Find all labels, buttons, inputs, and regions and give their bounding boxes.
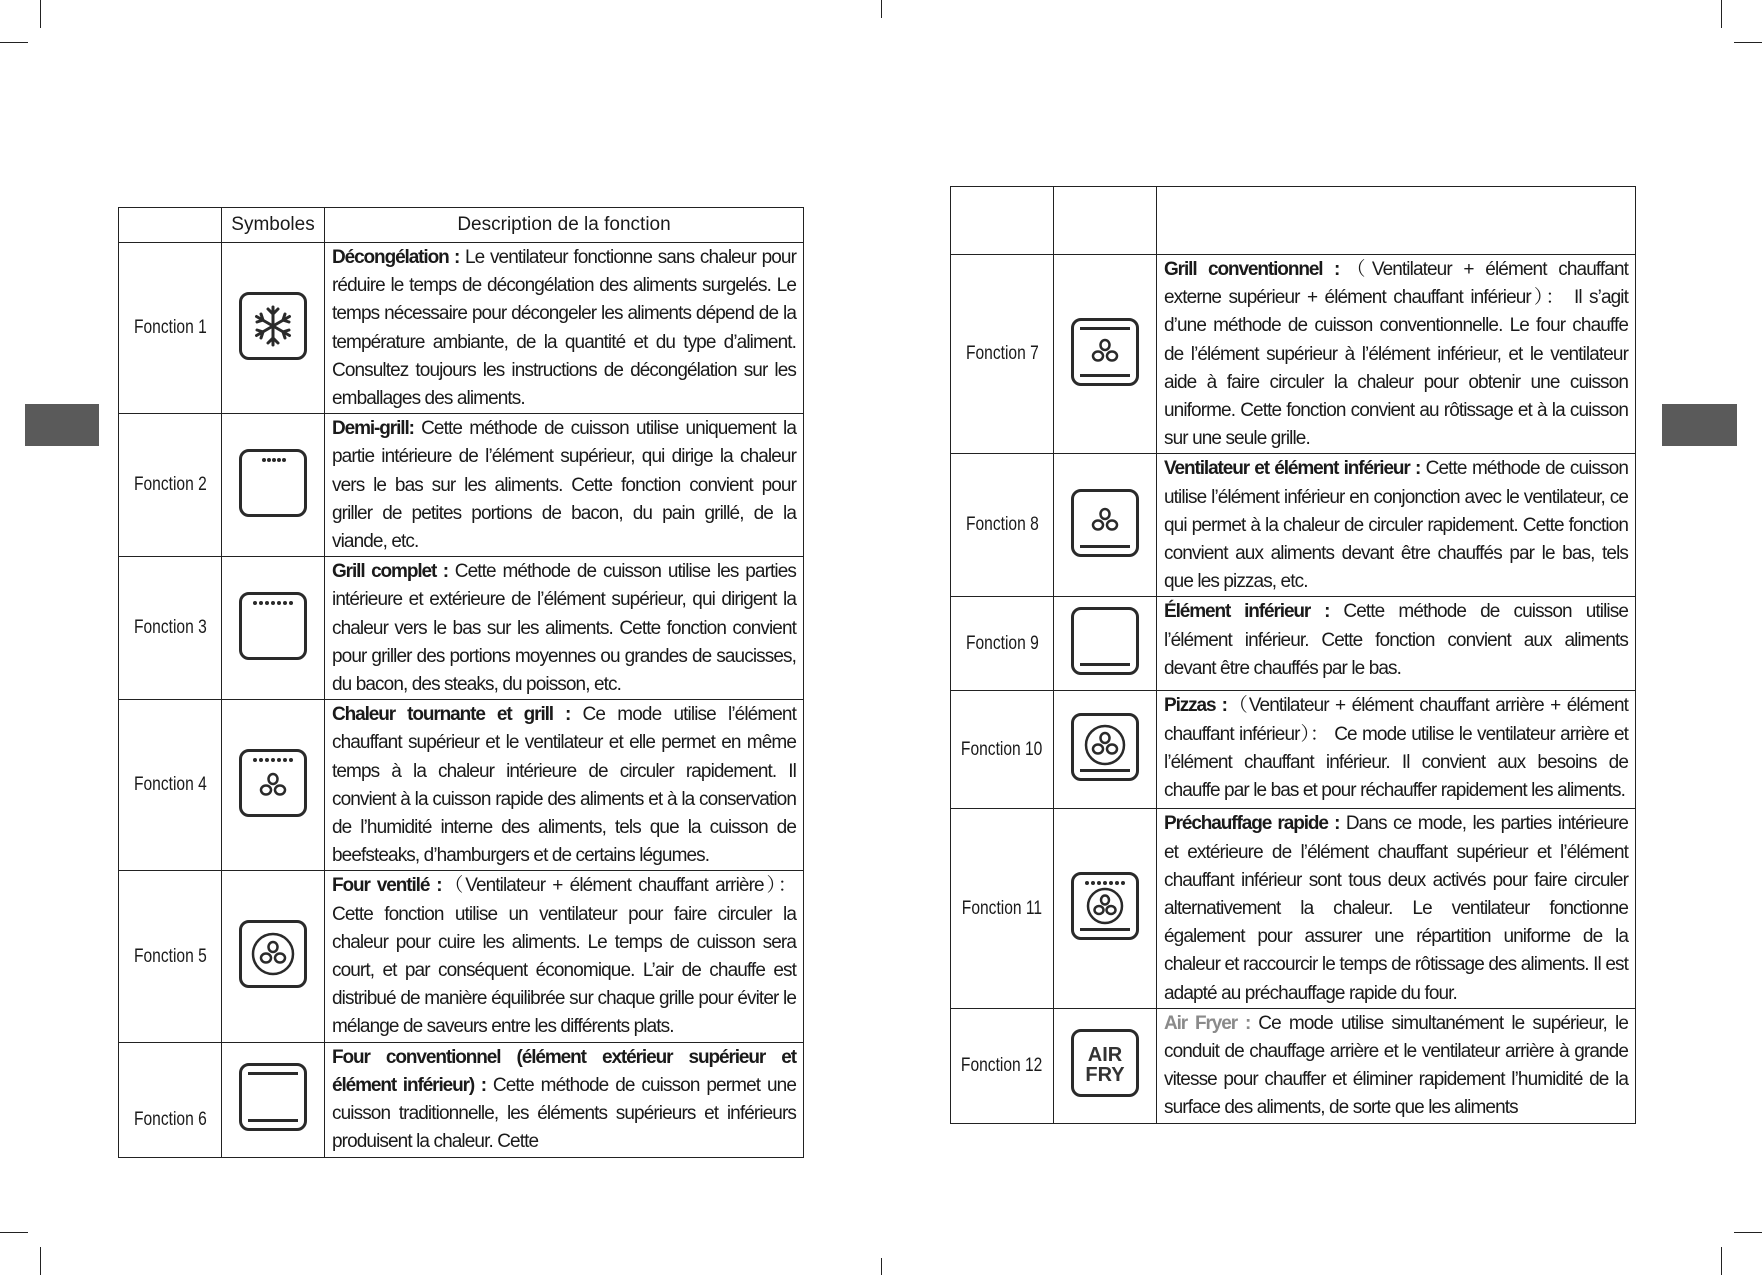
symbol-cell [1054,809,1157,1008]
function-title: Four ventilé : [332,875,442,897]
function-text: （Ventilateur + élément chauffant externe supérieur + élément chauffant inférieur）： Il s’agit d’une méthode de cuisson conventionnelle. Le four chauffe de l’élément supérieur à l’élément inférieur, et le ventilateur aide à faire circuler la chaleur pour obtenir une cuisson uniforme. Cette fonction convient au rôtissage et à la cuisson sur une seule grille. [1164,259,1628,450]
function-text: Ce mode utilise simultanément le supérieur, le conduit de chauffage arrière et le ventilateur arrière à grande vitesse pour chauffer et éliminer rapidement l’humidité de la surface des aliments, de sorte que les aliments [1164,1012,1628,1119]
description-cell [1157,691,1636,809]
function-name: Fonction 11 [951,809,1054,1008]
table-row [951,809,1636,1008]
crop-mark [881,1258,882,1275]
header-description: Description de la fonction [325,208,804,243]
left-function-table [118,207,804,1158]
symbol-cell [222,1042,325,1157]
air-fry-icon-text: AIR [1087,1044,1123,1067]
table-row [951,1008,1636,1123]
function-text: （Ventilateur + élément chauffant arrière）： Cette fonction utilise un ventilateur pour faire circuler la chaleur pour cuire les aliments. Le temps de cuisson sera court, et par conséquent économique. L’air de chauffe est distribué de manière équilibrée sur chaque grille pour éviter le mélange de saveurs entre les différents plats. [332,875,797,1038]
crop-mark [1721,1247,1722,1275]
function-text: Cette méthode de cuisson utilise les parties intérieure et extérieure de l’élément supérieur, qui dirigent la chaleur vers le bas sur les aliments. Cette fonction convient pour griller des portions moyennes ou grandes de saucisses, du bacon, des steaks, du poisson, etc. [332,561,796,696]
description-cell [1157,454,1636,597]
symbol-cell [222,414,325,557]
header-symbols: Symboles [222,208,325,243]
symbol-cell [222,557,325,700]
crop-mark [0,1232,28,1233]
fan-bottom-icon [1071,489,1139,557]
symbol-cell [1054,597,1157,691]
air-fry-icon-text: FRY [1085,1064,1125,1087]
table-row [119,414,804,557]
crop-mark [40,1247,41,1275]
table-row [119,700,804,871]
function-title: Demi-grill: [332,418,414,440]
function-name: Fonction 10 [951,691,1054,809]
function-text: （Ventilateur + élément chauffant arrière + élément chauffant inférieur）： Ce mode utilise le ventilateur arrière et l’élément chauffant inférieur. Il convient aux besoins de chauffe par le bas et pour réchauffer rapidement les aliments. [1164,695,1628,802]
crop-mark [1721,0,1722,28]
function-title: Air Fryer : [1164,1012,1251,1034]
table-row [951,597,1636,691]
rapid-preheat-icon [1071,872,1139,940]
partial-grill-icon [239,449,307,517]
function-title: Four conventionnel (élément extérieur supérieur et élément inférieur) : [332,1046,796,1096]
function-name: Fonction 3 [119,557,222,700]
function-text: Ce mode utilise l’élément chauffant supérieur et le ventilateur et elle permet en même temps à la chaleur intérieure de circuler rapidement. Il convient à la cuisson rapide des aliments et à la conservation de l’humidité interne des aliments, tels que la cuisson de beefsteaks, d’hamburgers et de certains légumes. [332,704,796,867]
air-fry-icon [1071,1029,1139,1097]
description-cell [325,414,804,557]
description-cell [325,557,804,700]
full-grill-icon [239,592,307,660]
fan-grill-icon [239,749,307,817]
crop-mark [40,0,41,28]
symbol-cell [222,243,325,414]
symbol-cell [1054,454,1157,597]
function-title: Grill complet : [332,561,449,583]
function-title: Élément inférieur : [1164,601,1330,623]
table-header-row [951,187,1636,255]
fan-top-bottom-icon [1071,318,1139,386]
crop-mark [1734,1232,1762,1233]
function-title: Chaleur tournante et grill : [332,704,571,726]
function-name: Fonction 9 [951,597,1054,691]
function-name: Fonction 12 [951,1008,1054,1123]
pizza-icon [1071,713,1139,781]
description-cell [325,1042,804,1157]
table-header-row [119,208,804,243]
symbol-cell [222,700,325,871]
crop-mark [1734,42,1762,43]
description-cell [1157,255,1636,454]
table-row [951,255,1636,454]
function-title: Grill conventionnel : [1164,259,1340,280]
crop-mark [881,0,882,18]
crop-mark [0,42,28,43]
function-text: Cette méthode de cuisson utilise uniquement la partie intérieure de l’élément supérieur, qui dirige la chaleur vers le bas sur les aliments. Cette fonction convient pour griller de petites portions de bacon, du pain grillé, de la viande, etc. [332,418,796,553]
table-row [951,454,1636,597]
snowflake-icon [239,292,307,360]
table-row [119,1042,804,1157]
symbol-cell [1054,691,1157,809]
function-title: Décongélation : [332,247,460,268]
function-name: Fonction 2 [119,414,222,557]
function-title: Ventilateur et élément inférieur : [1164,458,1421,480]
left-thumb-tab [25,404,99,446]
function-name: Fonction 6 [119,1042,222,1157]
header-empty [119,208,222,243]
function-text: Cette méthode de cuisson utilise l’élément inférieur. Cette fonction convient aux aliments devant être chauffés par le bas. [1164,601,1629,679]
symbol-cell [1054,1008,1157,1123]
symbol-cell [222,871,325,1042]
header-empty [1157,187,1636,255]
description-cell [325,871,804,1042]
function-name: Fonction 5 [119,871,222,1042]
function-text: Cette méthode de cuisson utilise l’élément inférieur en conjonction avec le ventilateur, ce qui permet à la chaleur de circuler rapidement. Cette fonction convient aux aliments devant être chauffés par le bas, tels que les pizzas, etc. [1164,458,1628,593]
function-name: Fonction 4 [119,700,222,871]
function-text: Le ventilateur fonctionne sans chaleur pour réduire le temps de décongélation des aliments surgelés. Le temps nécessaire pour décongeler les aliments dépend de la température ambiante, de la quantité et du type d’aliment. Consultez toujours les instructions de décongélation sur les emballages des aliments. [332,247,796,410]
description-cell [1157,1008,1636,1123]
table-row [119,243,804,414]
function-title: Préchauffage rapide : [1164,813,1340,835]
symbol-cell [1054,255,1157,454]
right-function-table [950,186,1636,1124]
description-cell [325,700,804,871]
function-text: Cette méthode de cuisson permet une cuisson traditionnelle, les éléments supérieurs et inférieurs produisent la chaleur. Cette [332,1074,796,1153]
function-title: Pizzas : [1164,695,1227,717]
function-name: Fonction 8 [951,454,1054,597]
function-text: Dans ce mode, les parties intérieure et extérieure de l’élément chauffant supérieur et l’élément chauffant inférieur sont tous deux activés pour faire circuler alternativement la chaleur. Le ventilateur fonctionne également pour assurer une répartition uniforme de la chaleur et raccourcir le temps de rôtissage des aliments. Il est adapté au préchauffage rapide du four. [1164,813,1628,1004]
fan-ring-icon [239,920,307,988]
header-empty [1054,187,1157,255]
description-cell [325,243,804,414]
table-row [119,871,804,1042]
top-bottom-heat-icon [239,1063,307,1131]
description-cell [1157,597,1636,691]
table-row [119,557,804,700]
function-name: Fonction 7 [951,255,1054,454]
table-row [951,691,1636,809]
right-thumb-tab [1662,404,1737,446]
function-name: Fonction 1 [119,243,222,414]
description-cell [1157,809,1636,1008]
bottom-heat-icon [1071,607,1139,675]
header-empty [951,187,1054,255]
